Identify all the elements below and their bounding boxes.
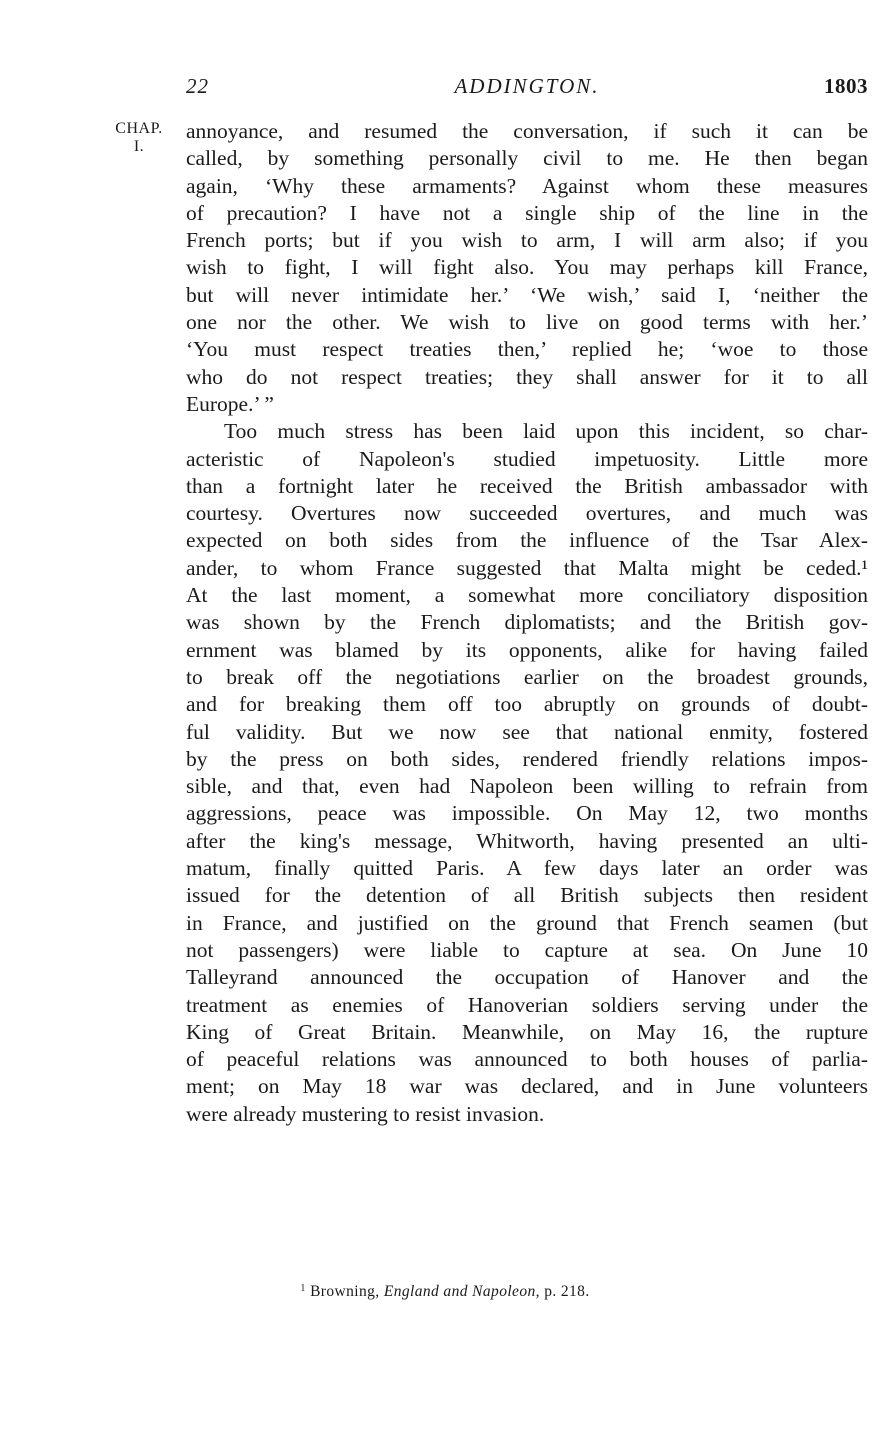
- text-line: ful validity. But we now see that national enmity, fostered: [186, 719, 868, 744]
- text-line: by the press on both sides, rendered friendly relations impos-: [186, 746, 868, 771]
- text-line: treatment as enemies of Hanoverian soldiers serving under the: [186, 992, 868, 1017]
- text-line: issued for the detention of all British subjects then resident: [186, 883, 868, 908]
- text-line: after the king's message, Whitworth, having presented an ulti-: [186, 828, 868, 853]
- text-line: were already mustering to resist invasion.: [186, 1101, 545, 1126]
- text-line: ander, to whom France suggested that Malta might be ceded.¹: [186, 555, 868, 580]
- text-line: of peaceful relations was announced to both houses of parlia-: [186, 1047, 868, 1072]
- text-line: ernment was blamed by its opponents, alike for having failed: [186, 637, 868, 662]
- text-line: of precaution? I have not a single ship of the line in the: [186, 200, 868, 225]
- footnote-author: Browning,: [310, 1283, 380, 1300]
- footnote-page: p. 218.: [544, 1283, 590, 1300]
- text-line: but will never intimidate her.’ ‘We wish,’ said I, ‘neither the: [186, 282, 868, 307]
- text-line: called, by something personally civil to me. He then began: [186, 146, 868, 171]
- text-line: courtesy. Overtures now succeeded overtures, and much was: [186, 501, 868, 526]
- footnote-marker: 1: [300, 1283, 306, 1294]
- text-line: Talleyrand announced the occupation of Hanover and the: [186, 965, 868, 990]
- text-line: again, ‘Why these armaments? Against whom these measures: [186, 173, 868, 198]
- text-line: acteristic of Napoleon's studied impetuosity. Little more: [186, 446, 868, 471]
- running-year: 1803: [824, 74, 868, 98]
- text-line: ‘You must respect treaties then,’ replied he; ‘woe to those: [186, 337, 868, 362]
- text-line: one nor the other. We wish to live on good terms with her.’: [186, 310, 868, 335]
- running-head: [186, 74, 868, 104]
- text-line: King of Great Britain. Meanwhile, on May 16, the rupture: [186, 1019, 868, 1044]
- body-text: [186, 118, 868, 1128]
- text-line: wish to fight, I will fight also. You may perhaps kill France,: [186, 255, 868, 280]
- footnote: [0, 1283, 890, 1301]
- text-line: and for breaking them off too abruptly on grounds of doubt-: [186, 692, 868, 717]
- text-line: matum, finally quitted Paris. A few days later an order was: [186, 856, 868, 881]
- text-line: expected on both sides from the influence of the Tsar Alex-: [186, 528, 868, 553]
- text-line: who do not respect treaties; they shall answer for it to all: [186, 364, 868, 389]
- text-line: Too much stress has been laid upon this incident, so char-: [224, 419, 868, 444]
- text-line: to break off the negotiations earlier on the broadest grounds,: [186, 664, 868, 689]
- text-line: than a fortnight later he received the British ambassador with: [186, 473, 868, 498]
- text-line: Europe.’ ”: [186, 391, 274, 416]
- page-number: 22: [186, 74, 209, 98]
- text-line: in France, and justified on the ground that French seamen (but: [186, 910, 868, 935]
- chapter-margin-note: [104, 120, 174, 156]
- running-title: ADDINGTON.: [454, 74, 600, 98]
- text-line: aggressions, peace was impossible. On May 12, two months: [186, 801, 868, 826]
- text-line: French ports; but if you wish to arm, I will arm also; if you: [186, 228, 868, 253]
- chapter-label: CHAP.: [115, 120, 163, 137]
- chapter-number: I.: [133, 138, 145, 155]
- text-line: annoyance, and resumed the conversation, if such it can be: [186, 119, 868, 143]
- text-line: sible, and that, even had Napoleon been willing to refrain from: [186, 774, 868, 799]
- text-line: was shown by the French diplomatists; and the British gov-: [186, 610, 868, 635]
- text-line: At the last moment, a somewhat more conciliatory disposition: [186, 583, 868, 608]
- text-line: not passengers) were liable to capture at sea. On June 10: [186, 937, 868, 962]
- paragraph-quote-end: [186, 118, 868, 418]
- paragraph-main: [186, 418, 868, 1128]
- footnote-work: England and Napoleon,: [383, 1283, 540, 1300]
- text-line: ment; on May 18 war was declared, and in June volunteers: [186, 1074, 868, 1099]
